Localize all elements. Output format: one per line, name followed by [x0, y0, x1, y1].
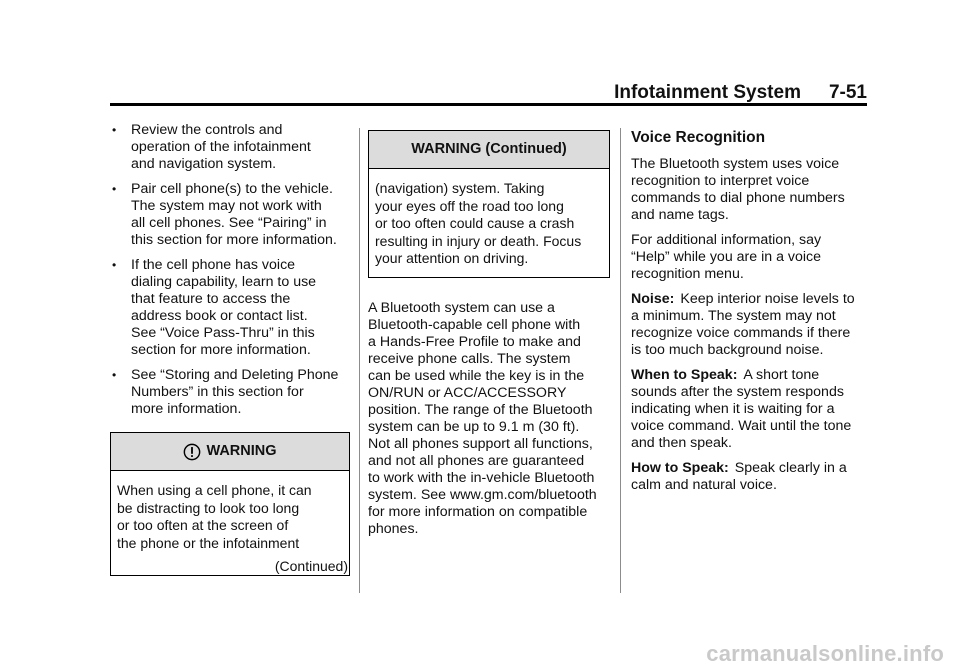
bluetooth-paragraph: A Bluetooth system can use a Bluetooth-capable cell phone with a Hands-Free Profile to make and receive phone calls. The system can be used while the key is in the ON/RUN or ACC/ACCESSORY position. The range of the Bluetooth system can be up to 9.1 m (30 ft). Not all phones support all functions, and not all phones are guaranteed to work with the in-vehicle Bluetooth system. See www.gm.com/bluetooth for more information on compatible phones. — [368, 299, 597, 537]
warning-header — [111, 433, 349, 471]
bullet-item: • Pair cell phone(s) to the vehicle. The system may not work with all cell phones. See “Pairing” in this section for more information. — [112, 181, 337, 248]
warning-body: (navigation) system. Taking your eyes off the road too long or too often could cause a crash resulting in injury or death. Focus your attention on driving. — [375, 180, 582, 266]
warning-icon — [183, 443, 201, 461]
warning-continued: (Continued) — [274, 558, 348, 574]
warning-header — [369, 131, 609, 169]
column-right — [631, 122, 867, 502]
bullet-icon: • — [112, 123, 117, 137]
noise-paragraph: Noise: Keep interior noise levels to a minimum. The system may not recognize voice commands if there is too much background noise. — [631, 291, 855, 358]
how-label: How to Speak: — [631, 460, 729, 476]
column-left — [110, 122, 350, 576]
bullet-item: • If the cell phone has voice dialing capability, learn to use that feature to access the address book or contact list. See “Voice Pass-Thru” in this section for more information. — [112, 257, 317, 358]
warning-box — [110, 432, 350, 576]
paragraph: The Bluetooth system uses voice recognition to interpret voice commands to dial phone numbers and name tags. — [631, 156, 845, 223]
page-number: 7-51 — [828, 82, 867, 103]
warning-title: WARNING — [206, 443, 277, 459]
when-paragraph: When to Speak: A short tone sounds after the system responds indicating when it is waiting for a voice command. Wait until the tone and then speak. — [631, 367, 852, 451]
how-paragraph: How to Speak: Speak clearly in a calm and natural voice. — [631, 460, 847, 493]
page-header — [110, 82, 867, 104]
warning-title: WARNING (Continued) — [411, 141, 567, 157]
warning-body: When using a cell phone, it can be distracting to look too long or too often at the screen of the phone or the infotainment — [117, 482, 312, 551]
bullet-icon: • — [112, 182, 117, 196]
noise-label: Noise: — [631, 291, 675, 307]
column-middle — [368, 122, 610, 546]
column-divider — [359, 128, 360, 593]
when-label: When to Speak: — [631, 367, 738, 383]
watermark: carmanualsonline.info — [706, 641, 944, 666]
bullet-icon: • — [112, 258, 117, 272]
bullet-item: • Review the controls and operation of the infotainment and navigation system. — [112, 122, 311, 172]
paragraph: For additional information, say “Help” while you are in a voice recognition menu. — [631, 232, 822, 282]
bullet-icon: • — [112, 368, 117, 382]
bullet-item: • See “Storing and Deleting Phone Numbers” in this section for more information. — [112, 367, 339, 417]
header-rule — [110, 103, 867, 106]
column-divider — [620, 128, 621, 593]
warning-box-continued — [368, 130, 610, 278]
section-title: Infotainment System — [614, 82, 801, 103]
section-heading: Voice Recognition — [631, 129, 766, 146]
